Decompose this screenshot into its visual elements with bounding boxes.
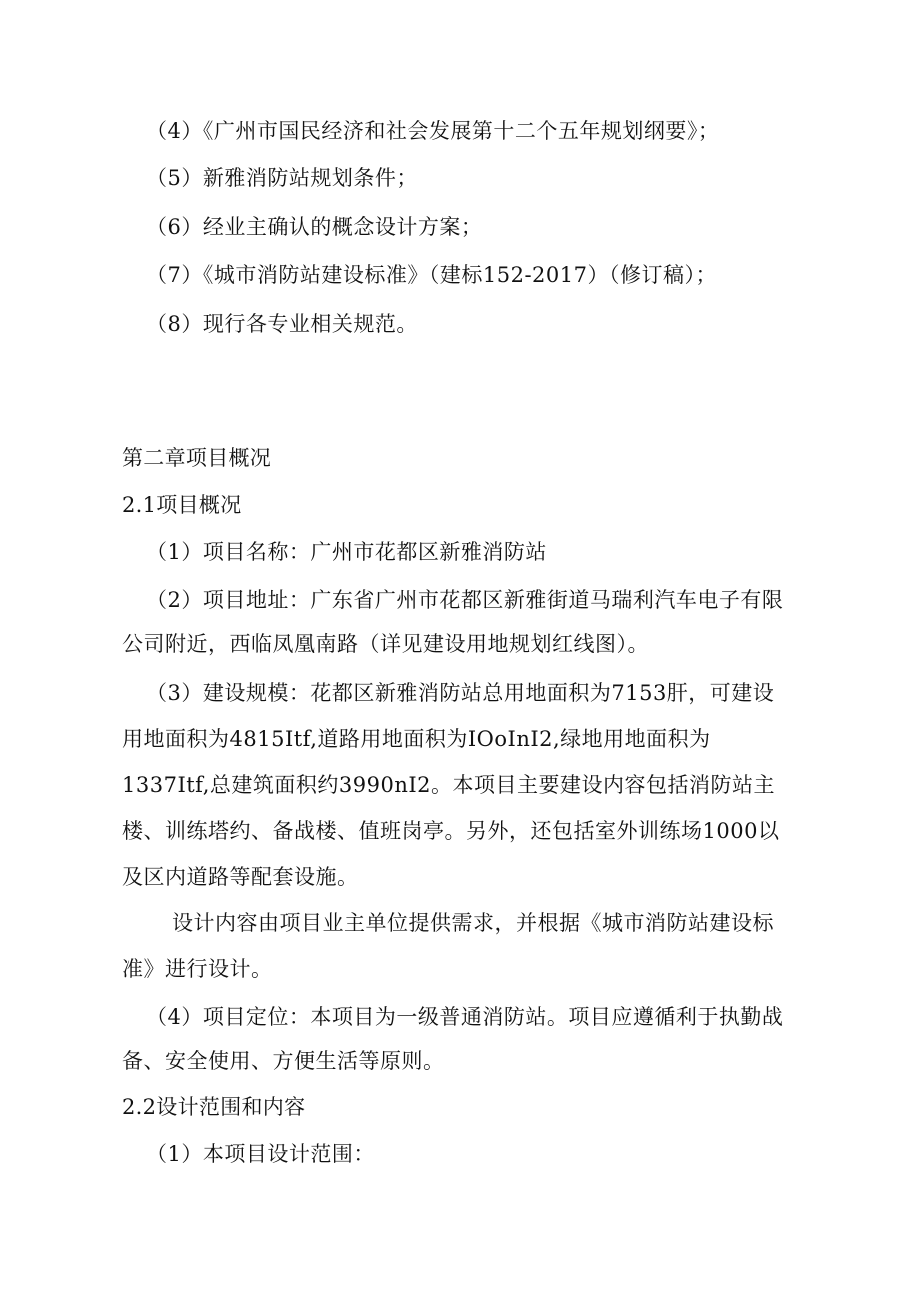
reference-item-7: （7）《城市消防站建设标准》（建标152-2017）（修订稿）； <box>146 263 717 287</box>
section-2-1-title: 2.1项目概况 <box>122 493 242 517</box>
project-position-line-1: （4）项目定位：本项目为一级普通消防站。项目应遵循利于执勤战 <box>146 1005 784 1029</box>
project-position-line-2: 备、安全使用、方便生活等原则。 <box>122 1049 445 1073</box>
project-scale-line-2: 用地面积为4815Itf,道路用地面积为IOoInI2,绿地用地面积为 <box>122 727 711 751</box>
reference-item-8: （8）现行各专业相关规范。 <box>146 312 418 336</box>
design-scope: （1）本项目设计范围： <box>146 1142 375 1166</box>
reference-item-6: （6）经业主确认的概念设计方案； <box>146 215 483 239</box>
project-scale-line-3: 1337Itf,总建筑面积约3990nI2。本项目主要建设内容包括消防站主 <box>122 773 775 797</box>
project-name: （1）项目名称：广州市花都区新雅消防站 <box>146 540 547 564</box>
project-scale-line-1: （3）建设规模：花都区新雅消防站总用地面积为7153肝，可建设 <box>146 681 775 705</box>
project-scale-line-5: 及区内道路等配套设施。 <box>122 865 359 889</box>
section-2-2-title: 2.2设计范围和内容 <box>122 1095 306 1119</box>
design-content-line-1: 设计内容由项目业主单位提供需求，并根据《城市消防站建设标 <box>172 911 774 935</box>
reference-item-5: （5）新雅消防站规划条件； <box>146 166 418 190</box>
design-content-line-2: 准》进行设计。 <box>122 957 273 981</box>
project-address-line-1: （2）项目地址：广东省广州市花都区新雅街道马瑞利汽车电子有限 <box>146 588 784 612</box>
chapter-title: 第二章项目概况 <box>122 446 272 470</box>
project-address-line-2: 公司附近，西临凤凰南路（详见建设用地规划红线图）。 <box>122 632 649 656</box>
project-scale-line-4: 楼、训练塔约、备战楼、值班岗亭。另外，还包括室外训练场1000以 <box>122 819 780 843</box>
reference-item-4: （4）《广州市国民经济和社会发展第十二个五年规划纲要》； <box>146 119 720 143</box>
